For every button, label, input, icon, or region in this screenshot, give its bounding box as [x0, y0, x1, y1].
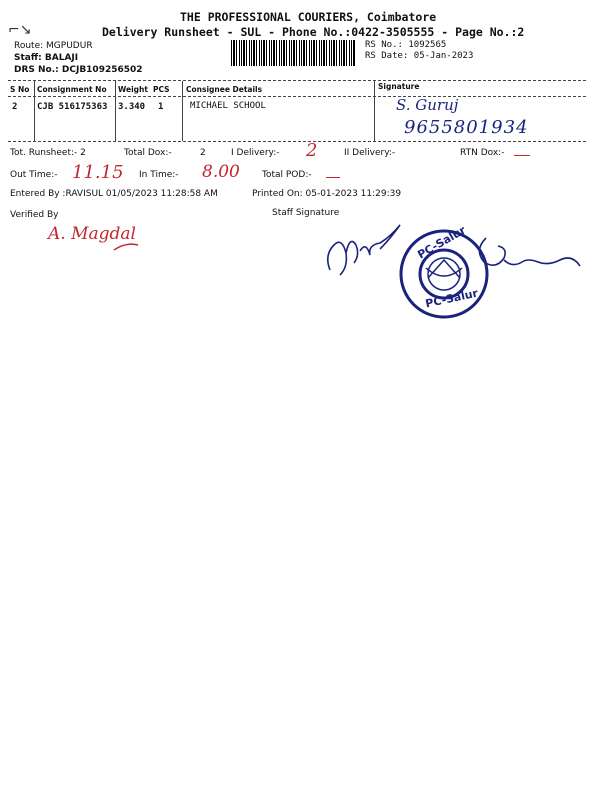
- ii-delivery-label: II Delivery:-: [344, 148, 396, 158]
- scan-mark-icon: ⌐↘: [8, 22, 32, 38]
- col-divider: [374, 81, 375, 141]
- out-time-label: Out Time:-: [10, 170, 58, 180]
- drs-line: DRS No.: DCJB109256502: [14, 65, 143, 75]
- col-header-sno: S No: [10, 85, 30, 94]
- col-header-consignee: Consignee Details: [186, 85, 263, 94]
- table-header-rule: [8, 96, 586, 97]
- total-pod-label: Total POD:-: [262, 170, 312, 180]
- staff-line: Staff: BALAJI: [14, 53, 79, 63]
- cell-weight: 3.340: [118, 102, 146, 112]
- stamp-text-top: PC-Salur: [415, 223, 469, 262]
- col-divider: [115, 81, 116, 141]
- in-time-label: In Time:-: [139, 170, 179, 180]
- route-line: Route: MGPUDUR: [14, 41, 93, 51]
- rs-date: RS Date: 05-Jan-2023: [365, 51, 474, 61]
- col-divider: [34, 81, 35, 141]
- entered-by: Entered By :RAVISUL 01/05/2023 11:28:58 AM: [10, 189, 218, 199]
- rtn-dox-dash: [514, 155, 530, 156]
- cell-sno: 2: [12, 102, 18, 112]
- i-delivery-label: I Delivery:-: [231, 148, 280, 158]
- in-time-value: 8.00: [202, 162, 240, 182]
- verified-underline-icon: [112, 242, 140, 252]
- cell-consignee: MICHAEL SCHOOL: [190, 101, 266, 111]
- second-signature-icon: [468, 232, 586, 280]
- total-dox-value: 2: [200, 148, 206, 158]
- verified-by-label: Verified By: [10, 210, 59, 220]
- rs-number: RS No.: 1092565: [365, 40, 447, 50]
- col-divider: [182, 81, 183, 141]
- staff-signature-label: Staff Signature: [272, 208, 340, 218]
- cell-pcs: 1: [158, 102, 164, 112]
- barcode: [231, 40, 355, 66]
- table-bottom-rule: [8, 141, 586, 142]
- out-time-value: 11.15: [72, 162, 124, 183]
- receiver-phone: 9655801934: [404, 117, 529, 138]
- total-pod-dash: [326, 177, 340, 178]
- col-header-signature: Signature: [378, 82, 420, 91]
- i-delivery-value: 2: [306, 140, 318, 161]
- verified-signature: A. Magdal: [48, 224, 136, 244]
- stamp-text-bottom: PC-Salur: [424, 286, 480, 311]
- col-header-weight: Weight: [118, 85, 148, 94]
- total-runsheet: Tot. Runsheet:- 2: [10, 148, 86, 158]
- runsheet-title: Delivery Runsheet - SUL - Phone No.:0422-3505555 - Page No.:2: [102, 25, 525, 39]
- col-header-pcs: PCS: [153, 85, 170, 94]
- cell-consignment: CJB 516175363: [37, 102, 108, 112]
- total-dox-label: Total Dox:-: [124, 148, 172, 158]
- company-name: THE PROFESSIONAL COURIERS, Coimbatore: [180, 10, 437, 24]
- col-header-consignment: Consignment No: [37, 85, 107, 94]
- printed-on: Printed On: 05-01-2023 11:29:39: [252, 189, 402, 199]
- table-top-rule: [8, 80, 586, 81]
- receiver-signature: S. Guruj: [396, 96, 459, 114]
- rtn-dox-label: RTN Dox:-: [460, 148, 505, 158]
